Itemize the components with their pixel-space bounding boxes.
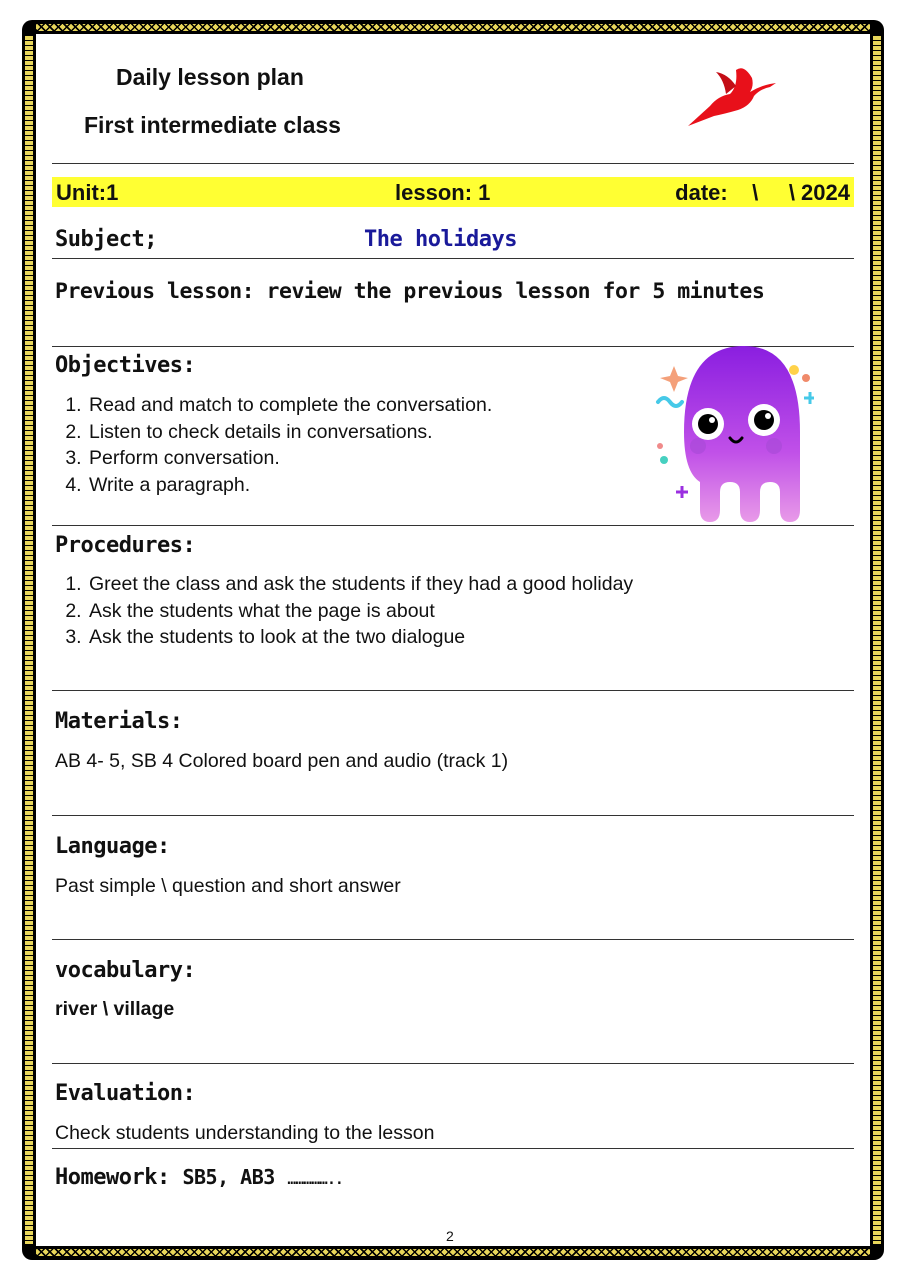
divider xyxy=(52,258,854,259)
homework-label: Homework: xyxy=(55,1165,170,1190)
materials-text: AB 4- 5, SB 4 Colored board pen and audio (track 1) xyxy=(55,750,509,772)
class-name: First intermediate class xyxy=(84,112,341,138)
page-title: Daily lesson plan xyxy=(116,64,304,90)
vocabulary-heading: vocabulary: xyxy=(55,958,196,983)
language-text: Past simple \ question and short answer xyxy=(55,875,401,897)
border-ribbon-left xyxy=(25,36,33,1244)
divider xyxy=(52,815,854,816)
divider xyxy=(52,1148,854,1149)
objective-item: 1. Read and match to complete the conversation. xyxy=(87,392,492,419)
subject-value: The holidays xyxy=(364,227,517,252)
objective-item: 3. Perform conversation. xyxy=(87,445,492,472)
divider xyxy=(52,1063,854,1064)
homework-value: SB5, AB3 xyxy=(182,1165,275,1189)
border-ribbon-right xyxy=(873,36,881,1244)
subject-label: Subject; xyxy=(55,227,157,252)
divider xyxy=(52,690,854,691)
vocabulary-text: river \ village xyxy=(55,998,175,1020)
objectives-list xyxy=(55,392,492,498)
previous-lesson: Previous lesson: review the previous lesson for 5 minutes xyxy=(55,279,765,304)
objectives-heading: Objectives: xyxy=(55,353,196,378)
materials-heading: Materials: xyxy=(55,709,183,734)
homework-row xyxy=(55,1165,343,1190)
objective-item: 2. Listen to check details in conversations. xyxy=(87,419,492,446)
octopus-mascot-icon xyxy=(644,342,814,522)
lesson-plan-page xyxy=(36,34,870,1246)
homework-dots: …………….. xyxy=(287,1172,344,1188)
page-number: 2 xyxy=(446,1228,454,1244)
unit-lesson-date-bar xyxy=(52,177,854,207)
procedure-item: 3. Ask the students to look at the two dialogue xyxy=(87,624,633,651)
procedure-item: 2. Ask the students what the page is about xyxy=(87,598,633,625)
divider xyxy=(52,939,854,940)
border-ribbon-bottom xyxy=(36,1249,870,1256)
language-heading: Language: xyxy=(55,834,170,859)
date-label: date: \ \ 2024 xyxy=(675,180,850,205)
unit-label: Unit:1 xyxy=(56,180,119,205)
divider xyxy=(52,163,854,164)
divider xyxy=(52,525,854,526)
procedures-list xyxy=(55,571,633,651)
border-ribbon-top xyxy=(36,24,870,31)
lesson-label: lesson: 1 xyxy=(395,180,491,205)
procedure-item: 1. Greet the class and ask the students if they had a good holiday xyxy=(87,571,633,598)
hummingbird-logo-icon xyxy=(680,56,780,136)
objective-item: 4. Write a paragraph. xyxy=(87,472,492,499)
evaluation-heading: Evaluation: xyxy=(55,1081,196,1106)
evaluation-text: Check students understanding to the lesson xyxy=(55,1122,435,1144)
procedures-heading: Procedures: xyxy=(55,533,196,558)
